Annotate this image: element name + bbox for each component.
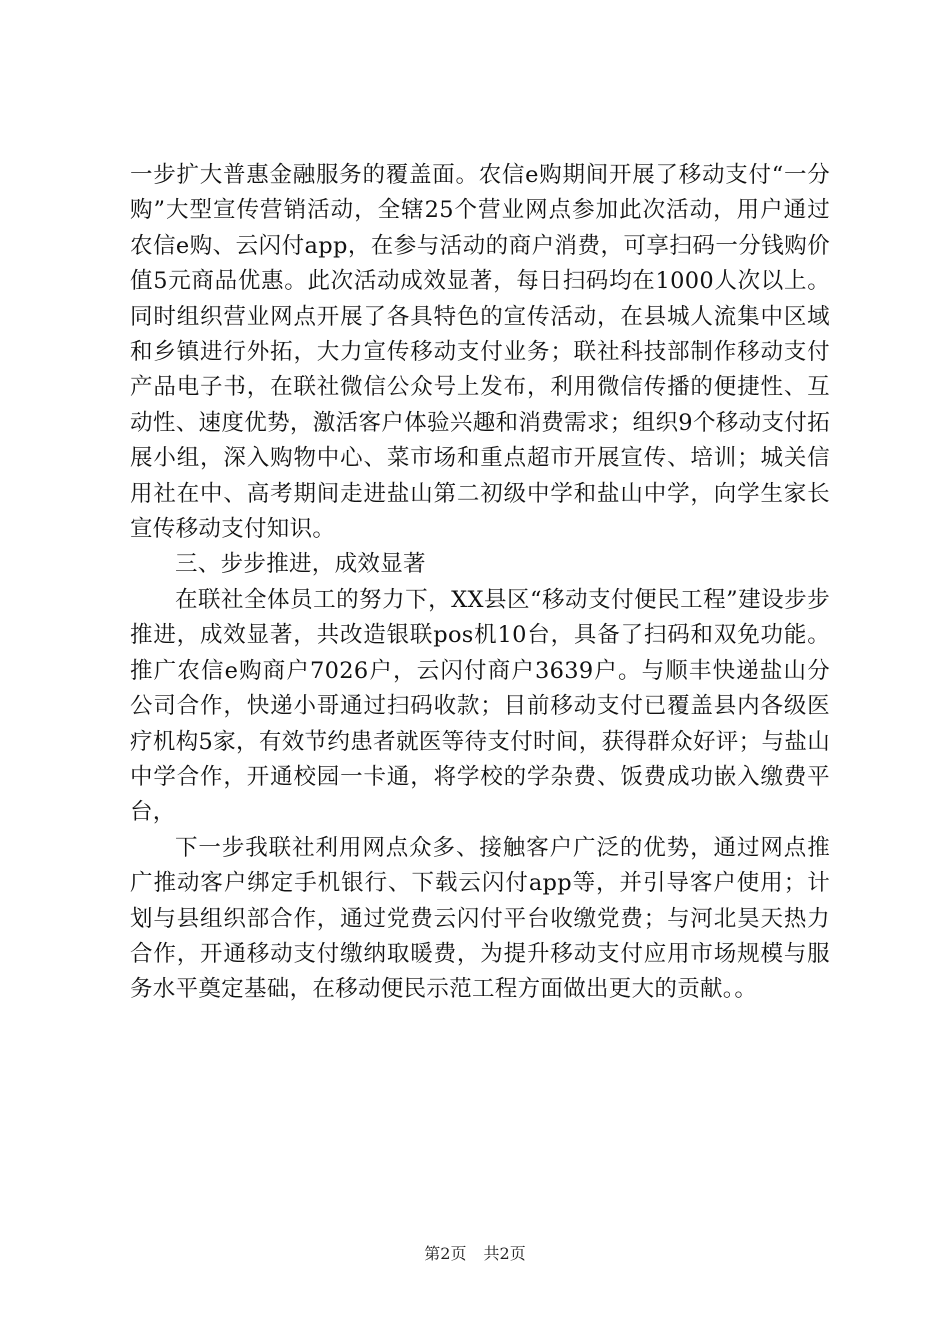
paragraph-promotion: 一步扩大普惠金融服务的覆盖面。农信e购期间开展了移动支付“一分购”大型宣传营销活动，全辖25个营业网点参加此次活动，用户通过农信e购、云闪付app，在参与活动的商户消费，可享扫码一分钱购价值5元商品优惠。此次活动成效显著，每日扫码均在1000人次以上。同时组织营业网点开展了各具特色的宣传活动，在县城人流集中区域和乡镇进行外拓，大力宣传移动支付业务；联社科技部制作移动支付产品电子书，在联社微信公众号上发布，利用微信传播的便捷性、互动性、速度优势，激活客户体验兴趣和消费需求；组织9个移动支付拓展小组，深入购物中心、菜市场和重点超市开展宣传、培训；城关信用社在中、高考期间走进盐山第二初级中学和盐山中学，向学生家长宣传移动支付知识。 [130,162,830,543]
document-body [130,158,830,1008]
page-total: 共2页 [483,1244,526,1263]
paragraph-next-steps: 下一步我联社利用网点众多、接触客户广泛的优势，通过网点推广推动客户绑定手机银行、下载云闪付app等，并引导客户使用；计划与县组织部合作，通过党费云闪付平台收缴党费；与河北昊天热力合作，开通移动支付缴纳取暖费，为提升移动支付应用市场规模与服务水平奠定基础，在移动便民示范工程方面做出更大的贡献。。 [130,834,830,1003]
page-footer [0,1243,950,1265]
page-number: 第2页 [424,1244,467,1263]
section-heading: 三、步步推进，成效显著 [175,551,426,578]
paragraph-progress: 在联社全体员工的努力下，XX县区“移动支付便民工程”建设步步推进，成效显著，共改造银联pos机10台，具备了扫码和双免功能。推广农信e购商户7026户，云闪付商户3639户。与顺丰快递盐山分公司合作，快递小哥通过扫码收款；目前移动支付已覆盖县内各级医疗机构5家，有效节约患者就医等待支付时间，获得群众好评；与盐山中学合作，开通校园一卡通，将学校的学杂费、饭费成功嵌入缴费平台， [130,586,830,826]
